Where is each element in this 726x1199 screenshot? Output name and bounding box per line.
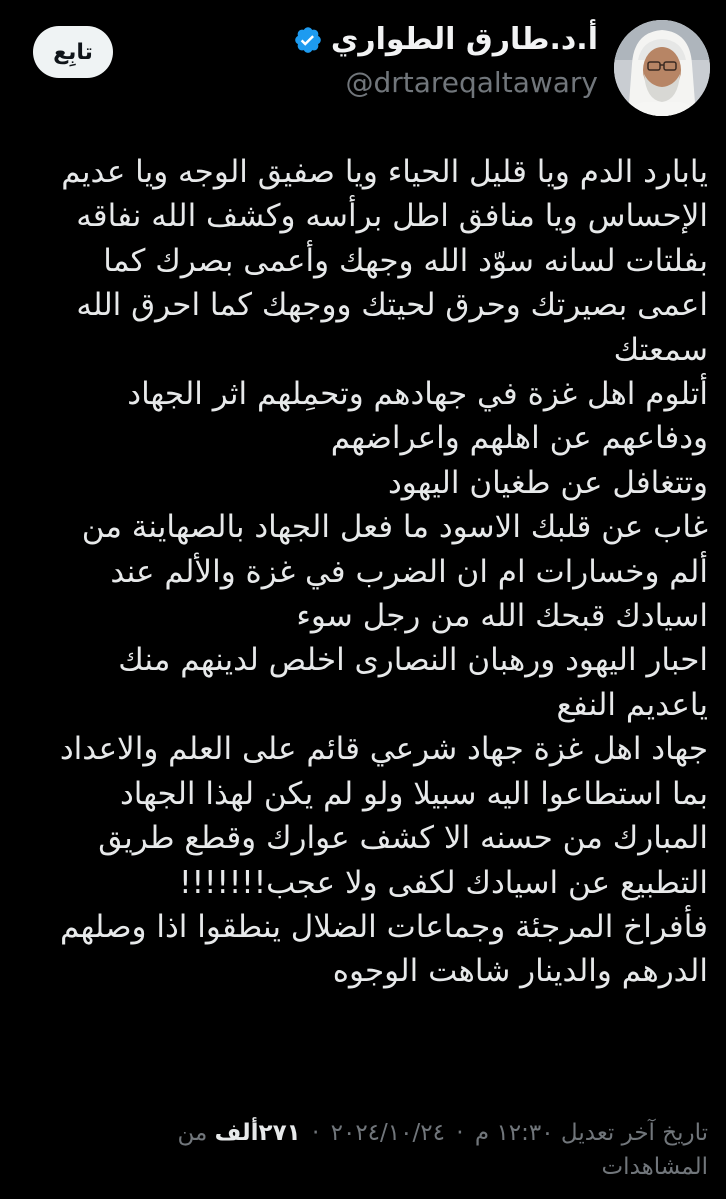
tweet-meta (20, 1116, 708, 1184)
tweet-line: وتتغافل عن طغيان اليهود (387, 464, 708, 501)
author-name-row (293, 20, 598, 60)
author-display-name[interactable]: أ.د.طارق الطواري (330, 22, 598, 57)
tweet-time[interactable]: ١٢:٣٠ م (474, 1120, 554, 1146)
tweet-line: المبارك من حسنه الا كشف عوارك وقطع طريق (98, 820, 708, 857)
author-handle[interactable]: @drtareqaltawary (345, 66, 598, 99)
tweet-line: ألم وخسارات ام ان الضرب في غزة والألم عند (110, 553, 708, 590)
tweet-line: يابارد الدم ويا قليل الحياء ويا صفيق الوجه ويا عديم (61, 154, 708, 190)
tweet-line: اسيادك قبحك الله من رجل سوء (296, 598, 708, 635)
tweet-line: فأفراخ المرجئة وجماعات الضلال ينطقوا اذا وصلهم (60, 908, 708, 945)
tweet-text (14, 150, 708, 994)
avatar[interactable] (614, 20, 710, 116)
verified-badge-icon (293, 25, 323, 55)
tweet-line: جهاد اهل غزة جهاد شرعي قائم على العلم والاعداد (59, 731, 708, 768)
tweet-line: اعمى بصيرتك وحرق لحيتك ووجهك كما احرق الله (76, 287, 708, 324)
tweet-line: ياعديم النفع (556, 686, 708, 723)
tweet-line: احبار اليهود ورهبان النصارى اخلص لدينهم منك (118, 642, 708, 679)
edited-label[interactable]: تاريخ آخر تعديل (560, 1120, 708, 1146)
meta-separator: · (311, 1120, 320, 1146)
tweet-line: بفلتات لسانه سوّد الله وجهك وأعمى بصرك كما (103, 242, 708, 279)
tweet-line: أتلوم اهل غزة في جهادهم وتحمِلهم اثر الجهاد (127, 376, 708, 413)
author-info (293, 20, 598, 99)
meta-separator: · (456, 1120, 464, 1146)
tweet-line: ودفاعهم عن اهلهم واعراضهم (330, 420, 708, 457)
tweet-date[interactable]: ٢٠٢٤/١٠/٢٤ (330, 1120, 445, 1146)
views-count[interactable]: ٢٧١ألف (214, 1120, 301, 1146)
tweet-line: سمعتك (613, 331, 708, 368)
tweet-line: التطبيع عن اسيادك لكفى ولا عجب!!!!!!! (179, 864, 708, 901)
tweet-header (0, 14, 726, 124)
tweet-line: الدرهم والدينار شاهت الوجوه (332, 953, 708, 990)
tweet-line: الإحساس ويا منافق اطل برأسه وكشف الله نفاقه (76, 198, 708, 235)
views-label-2: المشاهدات (601, 1154, 708, 1180)
views-label-1: من (177, 1120, 208, 1146)
avatar-image (614, 20, 710, 116)
tweet-line: بما استطاعوا اليه سبيلا ولو لم يكن لهذا الجهاد (119, 775, 708, 812)
tweet-line: غاب عن قلبك الاسود ما فعل الجهاد بالصهاينة من (81, 509, 708, 546)
follow-button[interactable]: تابِع (33, 26, 113, 78)
